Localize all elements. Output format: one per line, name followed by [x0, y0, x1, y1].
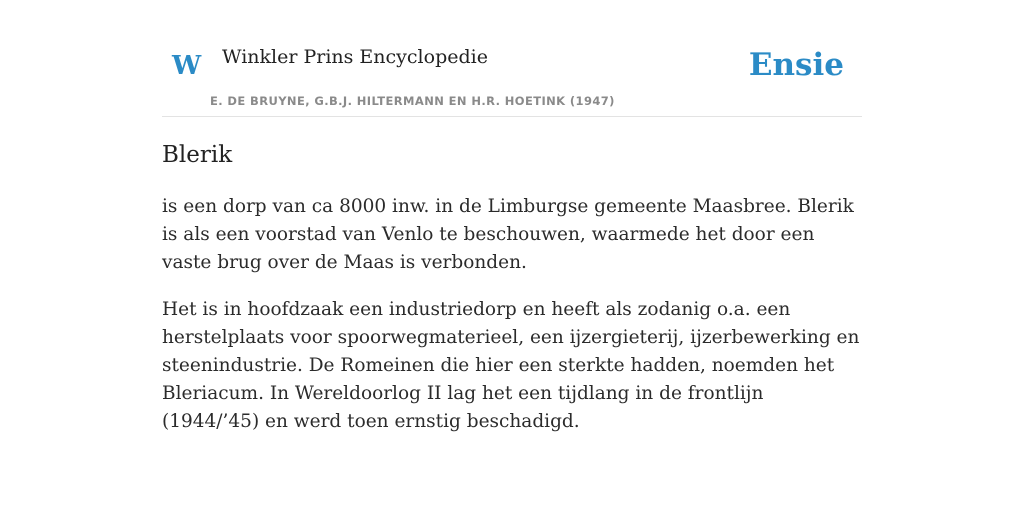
source-title-link[interactable]: Winkler Prins Encyclopedie — [222, 46, 488, 68]
brand-logo[interactable]: Ensie — [748, 47, 844, 83]
source-authors: E. DE BRUYNE, G.B.J. HILTERMANN EN H.R. HOETINK (1947) — [210, 94, 615, 108]
article-paragraph: Het is in hoofdzaak een industriedorp en heeft als zodanig o.a. een herstelplaats voor spoorwegmaterieel, een ijzergieterij, ijzerbewerking en steenindustrie. De Romeinen die hier een sterkte hadden, noemden het Bleriacum. In Wereldoorlog II lag het een tijdlang in de frontlijn (1944/’45) en werd toen ernstig beschadigd. — [162, 298, 860, 432]
article-paragraph: is een dorp van ca 8000 inw. in de Limburgse gemeente Maasbree. Blerik is als een voorstad van Venlo te beschouwen, waarmede het door een vaste brug over de Maas is verbonden. — [162, 195, 854, 273]
page-container — [162, 0, 862, 436]
source-header — [162, 0, 862, 117]
source-logo[interactable]: W — [172, 51, 202, 81]
article-title: Blerik — [162, 142, 233, 168]
